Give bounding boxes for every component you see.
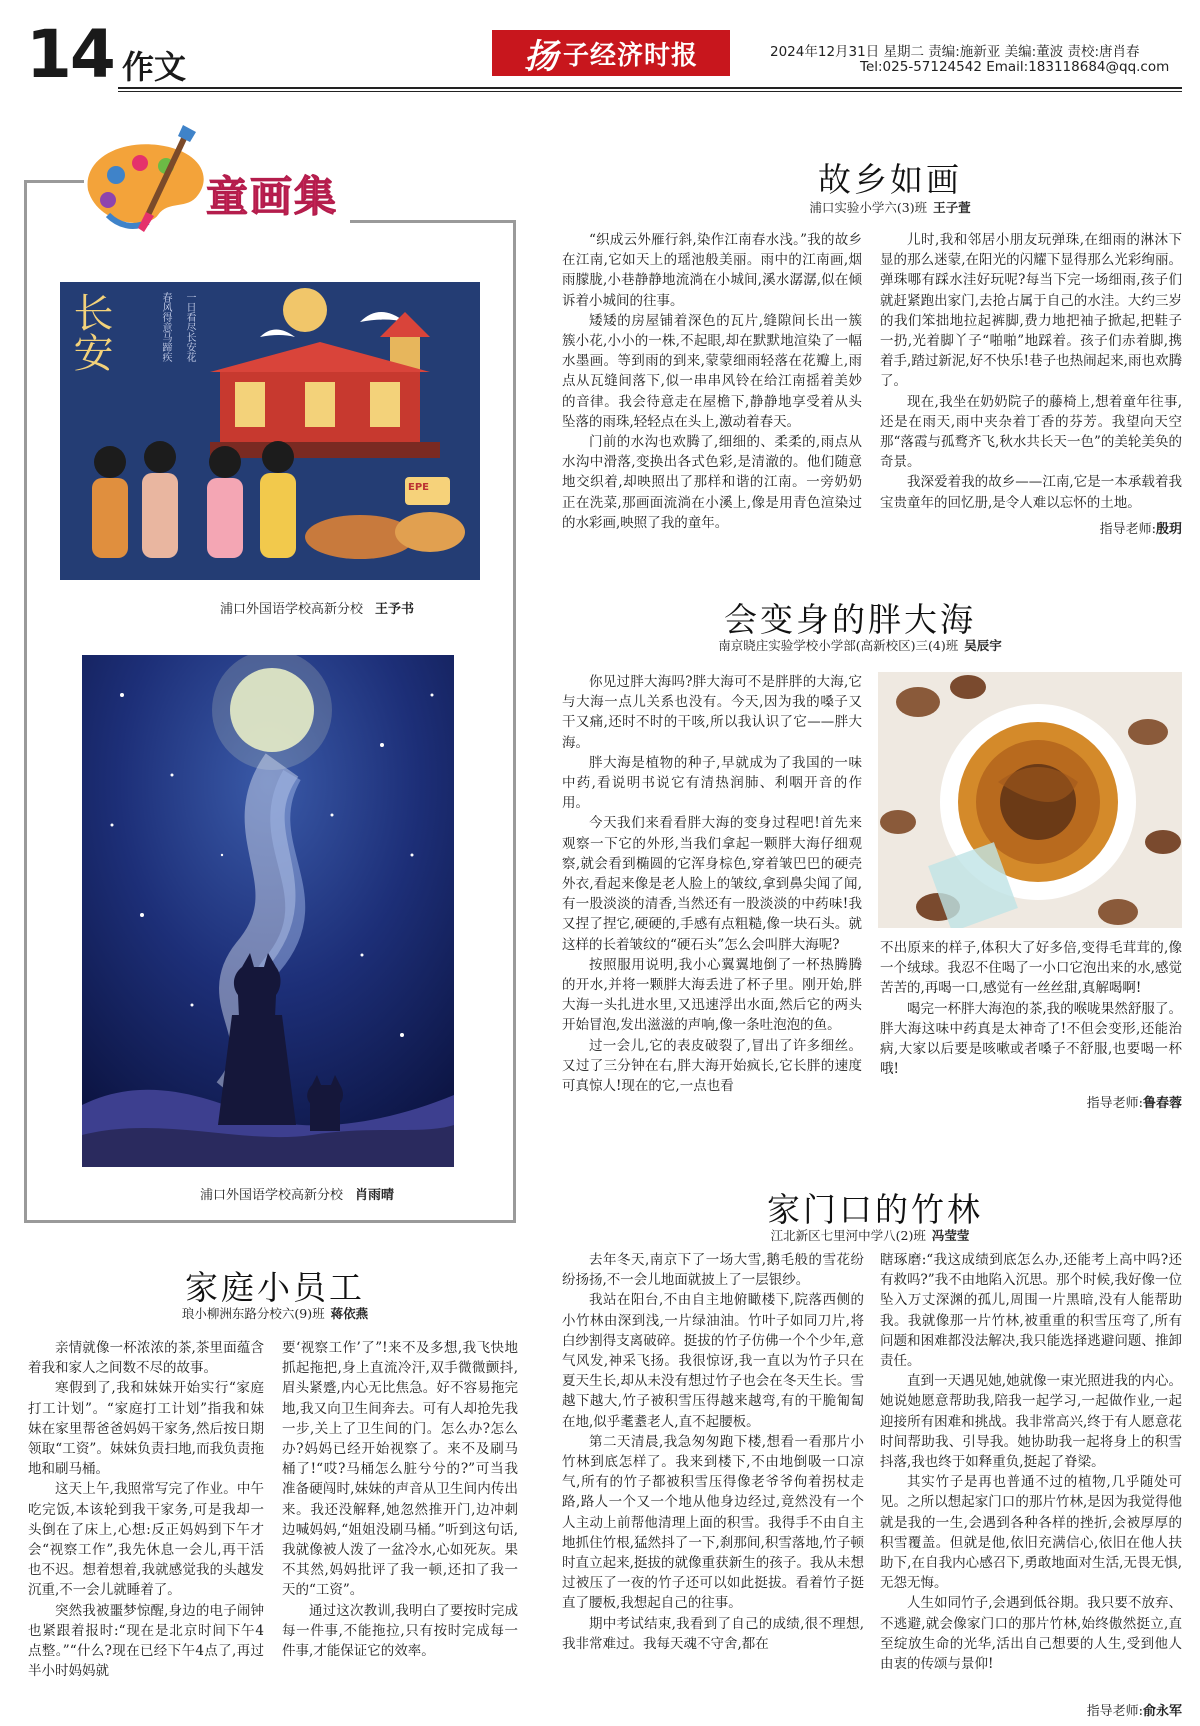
paragraph: 去年冬天,南京下了一场大雪,鹅毛般的雪花纷纷扬扬,不一会儿地面就披上了一层银纱。 — [562, 1252, 864, 1289]
paragraph: 儿时,我和邻居小朋友玩弹珠,在细雨的淋沐下显的那么迷蒙,在阳光的闪耀下显得那么光彩绚丽。弹珠哪有踩水洼好玩呢?每当下完一场细雨,孩子们就赶紧跑出家门,去抢占属于自己的水洼。大约三岁的我们笨拙地拉起裤脚,费力地把袖子掀起,把鞋子一扔,光着脚丫子“啪啪”地踩着。孩子们赤着脚,携着手,踏过新泥,好不快乐!巷子也热闹起来,雨也欢腾了。 — [880, 232, 1182, 390]
byline-author: 王子萱 — [933, 200, 971, 215]
painting-inscription-line: 一日看尽长安花 — [184, 292, 195, 362]
frame-corner — [24, 180, 27, 222]
article-title-helper: 家庭小员工 — [185, 1268, 365, 1307]
teacher-label: 指导老师: — [1099, 522, 1156, 537]
paragraph: 寒假到了,我和妹妹开始实行“家庭打工计划”。“家庭打工计划”指我和妹妹在家里帮爸爸妈妈干家务,然后按日期领取“工资”。妹妹负责扫地,而我负责拖地和刷马桶。 — [28, 1380, 264, 1478]
article-column — [562, 672, 862, 1110]
paragraph: 我深爱着我的故乡——江南,它是一本承载着我宝贵童年的回忆册,是令人难以忘怀的土地。 — [880, 474, 1182, 511]
teacher-name: 鲁春蓉 — [1142, 1096, 1182, 1111]
painting-badge: EPE — [408, 482, 429, 493]
painting1-artist: 王予书 — [375, 602, 415, 617]
changan-illustration — [60, 282, 480, 580]
byline-school: 浦口实验小学六(3)班 — [809, 200, 928, 215]
header-rule — [118, 87, 1182, 89]
paragraph: 我站在阳台,不由自主地俯瞰楼下,院落西侧的小竹林由深到浅,一片绿油油。竹叶子如同刀片,将白纱割得支离破碎。挺拔的竹子仿佛一个个少年,意气风发,神采飞扬。我很惊讶,我一直以为竹子只在夏天生长,却从未没有想过竹子也会在冬天生长。雪越下越大,竹子被积雪压得越来越弯,有的干脆匍匐在地,似乎耄耋老人,直不起腰板。 — [562, 1292, 864, 1430]
byline-school: 南京晓庄实验学校小学部(高新校区)三(4)班 — [718, 638, 959, 653]
paragraph: “织成云外雁行斜,染作江南春水浅。”我的故乡在江南,它如天上的瑶池般美丽。雨中的江南画,烟雨朦胧,小巷静静地流淌在小城间,溪水潺潺,似在倾诉着小城间的往事。 — [562, 232, 862, 309]
masthead-logo-mark: 扬 — [523, 36, 559, 77]
header-rule-thin — [118, 91, 1182, 92]
masthead-name: 子经济时报 — [562, 40, 698, 71]
paragraph: 突然我被噩梦惊醒,身边的电子闹钟也紧跟着报时:“现在是北京时间下午4点整。”“什么?现在已经下午4点了,再过半小时妈妈就 — [28, 1602, 264, 1680]
paragraph: 矮矮的房屋铺着深色的瓦片,缝隙间长出一簇簇小花,小小的一株,不起眼,却在默默地渲染了一幅水墨画。等到雨的到来,蒙蒙细雨轻落在花瓣上,雨点从瓦缝间落下,似一串串风铃在给江南摇着美妙的音律。我会待意走在屋檐下,静静地享受着从头坠落的雨珠,轻轻点在头上,激动着春天。 — [562, 312, 862, 430]
paragraph: 期中考试结束,我看到了自己的成绩,很不理想,我非常难过。我每天魂不守舍,都在 — [562, 1615, 864, 1652]
frame-corner — [350, 220, 516, 223]
paragraph: 要‘视察工作’了”!来不及多想,我飞快地抓起拖把,身上直流冷汗,双手微微颤抖,眉头紧蹙,内心无比焦急。好不容易拖完地,我又向卫生间奔去。可有人却抢先我一步,关上了卫生间的门。怎么办?怎么办?妈妈已经开始视察了。来不及刷马桶了!“哎?马桶怎么脏兮兮的?”可当我准备硬闯时,妹妹的声音从卫生间内传出来。我还没解释,她忽然推开门,边冲刺边喊妈妈,“姐姐没刷马桶。”听到这句话,我就像被人泼了一盆冷水,心如死灰。果不其然,妈妈批评了我一顿,还扣了我一天的“工资”。 — [282, 1340, 518, 1599]
contact-info: Tel:025-57124542 Email:183118684@qq.com — [860, 59, 1170, 75]
paragraph: 第二天清晨,我急匆匆跑下楼,想看一看那片小竹林到底怎样了。我来到楼下,不由地倒吸一口凉气,所有的竹子都被积雪压得像老爷爷佝着拐杖走路,路人一个又一个地从他身边经过,竟然没有一个人主动上前帮他清理上面的积雪。我得手不由自主地抓住竹根,猛然抖了一下,刹那间,积雪落地,竹子顿时直立起来,挺拔的就像重获新生的孩子。我从未想过被压了一夜的竹子还可以如此挺拔。看着竹子挺直了腰板,我想起自己的往事。 — [562, 1433, 864, 1612]
byline-sea — [660, 636, 1060, 654]
byline-school: 琅小柳洲东路分校六(9)班 — [181, 1306, 325, 1321]
tea-cup-illustration — [878, 672, 1182, 928]
byline-author: 冯莹莹 — [931, 1228, 970, 1243]
painting-changan — [60, 282, 480, 580]
article-column — [28, 1338, 264, 1718]
article-column — [880, 230, 1182, 514]
paragraph: 门前的水沟也欢腾了,细细的、柔柔的,雨点从水沟中滑落,变换出各式色彩,是清澈的。他们随意地交织着,却映照出了那样和谐的江南。一旁奶奶正在洗菜,那画面流淌在小溪上,像是用青色渲染过的水彩画,映照了我的童年。 — [562, 434, 862, 531]
painting1-caption — [220, 598, 414, 617]
paragraph: 你见过胖大海吗?胖大海可不是胖胖的大海,它与大海一点儿关系也没有。今天,因为我的嗓子又干又痛,还时不时的干咳,所以我认识了它——胖大海。 — [562, 674, 862, 751]
byline-author: 吴辰宇 — [964, 638, 1002, 653]
painting1-school: 浦口外国语学校高新分校 — [220, 602, 364, 617]
article-column — [562, 230, 862, 536]
byline-helper — [140, 1304, 410, 1322]
byline-hometown — [760, 198, 1020, 216]
frame-corner — [24, 180, 84, 183]
article-column — [282, 1338, 518, 1718]
issue-info: 2024年12月31日 星期二 责编:施新亚 美编:董波 责校:唐肖春 — [770, 44, 1140, 60]
art-section-title: 童画集 — [206, 172, 339, 221]
article-column — [880, 938, 1182, 1088]
byline-school: 江北新区七里河中学八(2)班 — [770, 1228, 926, 1243]
paragraph: 瞎琢磨:“我这成绩到底怎么办,还能考上高中吗?还有救吗?”我不由地陷入沉思。那个时候,我好像一位坠入万丈深渊的孤儿,周围一片黑暗,没有人能帮助我。我就像那一片竹林,被重重的积雪压弯了,所有问题和困难都没法解决,我只能选择逃避问题、推卸责任。 — [880, 1252, 1182, 1370]
article-title-sea: 会变身的胖大海 — [724, 600, 976, 639]
article-column — [880, 1250, 1182, 1694]
paragraph: 通过这次教训,我明白了要按时完成每一件事,不能拖拉,只有按时完成每一件事,才能保证它的效率。 — [282, 1602, 518, 1660]
section-title: 作文 — [122, 48, 187, 86]
starry-night-illustration — [82, 655, 454, 1167]
paragraph: 现在,我坐在奶奶院子的藤椅上,想着童年往事,还是在雨天,雨中夹杂着丁香的芬芳。我望向天空那“落霞与孤鹜齐飞,秋水共长天一色”的美轮美奂的奇景。 — [880, 393, 1182, 471]
article-title-bamboo: 家门口的竹林 — [767, 1190, 983, 1229]
teacher-name: 殷玥 — [1155, 522, 1182, 537]
article-column — [562, 1250, 864, 1714]
article-title-hometown: 故乡如画 — [818, 160, 962, 199]
teacher-label: 指导老师: — [1086, 1096, 1143, 1111]
newspaper-masthead — [492, 30, 730, 76]
paragraph: 按照服用说明,我小心翼翼地倒了一杯热腾腾的开水,并将一颗胖大海丢进了杯子里。刚开始,胖大海一头扎进水里,又迅速浮出水面,然后它的两头开始冒泡,发出滋滋的声响,像一条吐泡泡的鱼。 — [562, 956, 862, 1034]
teacher-credit — [1000, 518, 1182, 537]
teacher-name: 俞永军 — [1142, 1704, 1182, 1719]
page-number: 14 — [26, 16, 114, 93]
paragraph: 其实竹子是再也普通不过的植物,几乎随处可见。之所以想起家门口的那片竹林,是因为我觉得他就是我的一生,会遇到各种各样的挫折,会被厚厚的积雪覆盖。但就是他,依旧充满信心,依旧在他人扶助下,在自我内心感召下,勇敢地面对生活,无畏无惧,无怨无悔。 — [880, 1474, 1182, 1592]
paragraph: 不出原来的样子,体积大了好多倍,变得毛茸茸的,像一个绒球。我忍不住喝了一小口它泡出来的水,感觉苦苦的,再喝一口,感觉有一丝丝甜,真解喝啊! — [880, 940, 1182, 997]
painting2-caption — [200, 1184, 394, 1203]
painting2-school: 浦口外国语学校高新分校 — [200, 1188, 344, 1203]
tea-photo — [878, 672, 1182, 928]
paragraph: 这天上午,我照常写完了作业。中午吃完饭,本该轮到我干家务,可是我却一头倒在了床上,心想:反正妈妈到下午才会“视察工作”,我先休息一会儿,再干活也不迟。想着想着,我就感觉我的头越发沉重,不一会儿就睡着了。 — [28, 1481, 264, 1599]
paragraph: 今天我们来看看胖大海的变身过程吧!首先来观察一下它的外形,当我们拿起一颗胖大海仔细观察,就会看到椭圆的它浑身棕色,穿着皱巴巴的硬壳外衣,看起来像是老人脸上的皱纹,拿到鼻尖闻了闻,有一股淡淡的清香,当然还有一股淡淡的中药味!我又捏了捏它,硬硬的,手感有点粗糙,像一块石头。就这样的长着皱纹的“硬石头”怎么会叫胖大海呢? — [562, 815, 862, 953]
paragraph: 喝完一杯胖大海泡的茶,我的喉咙果然舒服了。胖大海这味中药真是太神奇了!不但会变形,还能治病,大家以后要是咳嗽或者嗓子不舒服,也要喝一杯哦! — [880, 1000, 1182, 1078]
byline-bamboo — [720, 1226, 1020, 1244]
paragraph: 过一会儿,它的表皮破裂了,冒出了许多细丝。又过了三分钟在右,胖大海开始疯长,它长胖的速度可真惊人!现在的它,一点也看 — [562, 1037, 862, 1095]
teacher-credit — [1000, 1700, 1182, 1719]
byline-author: 蒋依燕 — [330, 1306, 369, 1321]
teacher-credit — [1000, 1092, 1182, 1111]
painting-starry-night — [82, 655, 454, 1167]
paragraph: 直到一天遇见她,她就像一束光照进我的内心。她说她愿意帮助我,陪我一起学习,一起做作业,一起迎接所有困难和挑战。我非常高兴,终于有人愿意花时间帮助我、引导我。她协助我一起将身上的积雪抖落,我也终于如释重负,挺起了脊梁。 — [880, 1373, 1182, 1471]
painting-inscription-title: 长安 — [67, 292, 113, 372]
painting-inscription-line: 春风得意马蹄疾 — [160, 292, 171, 362]
paragraph: 人生如同竹子,会遇到低谷期。我只要不放弃、不逃避,就会像家门口的那片竹林,始终傲然挺立,直至绽放生命的光华,活出自己想要的人生,受到他人由衷的传颂与景仰! — [880, 1595, 1182, 1673]
paragraph: 胖大海是植物的种子,早就成为了我国的一味中药,看说明书说它有清热润肺、利咽开音的作用。 — [562, 754, 862, 812]
teacher-label: 指导老师: — [1086, 1704, 1143, 1719]
paragraph: 亲情就像一杯浓浓的茶,茶里面蕴含着我和家人之间数不尽的故事。 — [28, 1340, 264, 1377]
painting2-artist: 肖雨晴 — [355, 1188, 395, 1203]
